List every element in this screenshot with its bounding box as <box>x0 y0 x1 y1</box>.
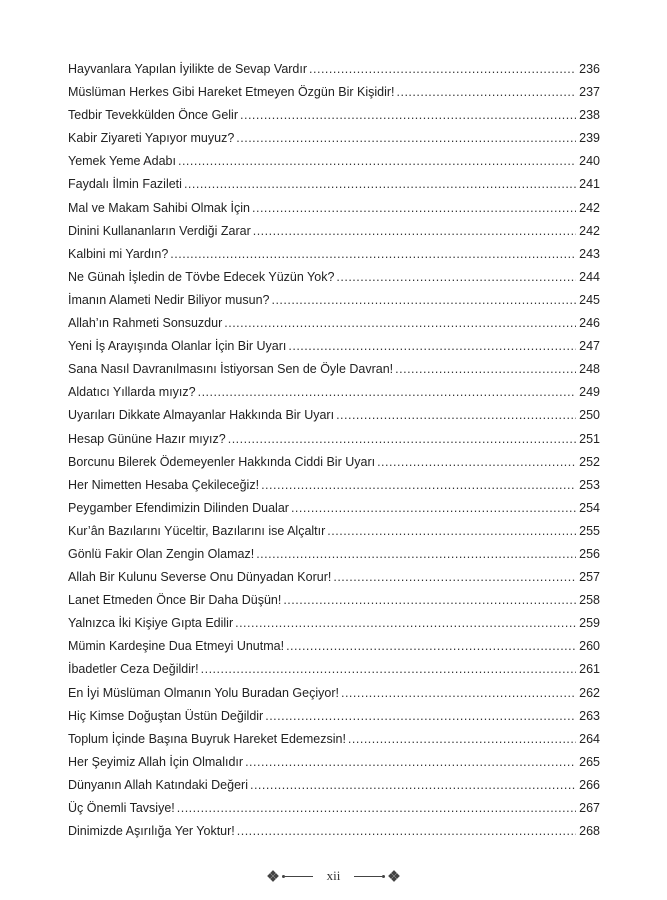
toc-entry <box>68 451 600 474</box>
toc-entry <box>68 58 600 81</box>
toc-entry-title: Kabir Ziyareti Yapıyor muyuz? <box>68 131 235 146</box>
toc-entry-page: 247 <box>579 339 600 354</box>
dot-leader <box>237 820 576 843</box>
toc-entry-page: 239 <box>579 131 600 146</box>
dot-leader <box>271 289 576 312</box>
toc-entry <box>68 81 600 104</box>
toc-entry-page: 240 <box>579 154 600 169</box>
toc-entry-title: Dinimizde Aşırılığa Yer Yoktur! <box>68 824 235 839</box>
toc-entry-title: Allah’ın Rahmeti Sonsuzdur <box>68 316 223 331</box>
toc-entry-page: 252 <box>579 454 600 469</box>
toc-entry-title: Mümin Kardeşine Dua Etmeyi Unutma! <box>68 639 285 654</box>
toc-entry-title: Lanet Etmeden Önce Bir Daha Düşün! <box>68 593 282 608</box>
toc-entry-title: Uyarıları Dikkate Almayanlar Hakkında Bir Uyarı <box>68 408 335 423</box>
toc-entry-page: 256 <box>579 546 600 561</box>
toc-entry-title: Sana Nasıl Davranılmasını İstiyorsan Sen de Öyle Davran! <box>68 362 394 377</box>
toc-entry <box>68 173 600 196</box>
toc-entry <box>68 335 600 358</box>
toc-entry-page: 262 <box>579 685 600 700</box>
toc-entry-page: 267 <box>579 801 600 815</box>
toc-entry-title: Mal ve Makam Sahibi Olmak İçin <box>68 200 251 215</box>
dot-leader <box>170 243 576 266</box>
toc-entry-page: 236 <box>579 62 600 76</box>
toc-entry <box>68 682 600 705</box>
dot-leader <box>256 543 576 566</box>
toc-entry-title: Yeni İş Arayışında Olanlar İçin Bir Uyarı <box>68 339 287 354</box>
dot-leader <box>377 451 576 474</box>
dot-leader <box>250 774 576 797</box>
toc-entry-page: 243 <box>579 246 600 261</box>
table-of-contents <box>68 58 600 843</box>
toc-entry-title: Toplum İçinde Başına Buyruk Hareket Edemezsin! <box>68 731 346 746</box>
toc-entry <box>68 243 600 266</box>
toc-entry-page: 257 <box>579 570 600 585</box>
dot-leader <box>201 658 576 681</box>
dot-leader <box>177 797 576 820</box>
toc-entry-title: Müslüman Herkes Gibi Hareket Etmeyen Özgün Bir Kişidir! <box>68 85 395 100</box>
toc-entry-title: Her Nimetten Hesaba Çekileceğiz! <box>68 477 260 492</box>
toc-entry <box>68 566 600 589</box>
dot-leader <box>228 428 576 451</box>
toc-entry-page: 264 <box>579 731 600 746</box>
toc-entry <box>68 658 600 681</box>
toc-entry-page: 249 <box>579 385 600 400</box>
toc-entry-page: 266 <box>579 777 600 792</box>
toc-entry-page: 250 <box>579 408 600 423</box>
toc-entry <box>68 428 600 451</box>
dot-leader <box>261 474 576 497</box>
dot-leader <box>288 335 576 358</box>
dot-leader <box>283 589 576 612</box>
dot-leader <box>252 197 576 220</box>
toc-entry-page: 265 <box>579 754 600 769</box>
dot-leader <box>291 497 576 520</box>
toc-entry-title: Aldatıcı Yıllarda mıyız? <box>68 385 196 400</box>
toc-entry-page: 251 <box>579 431 600 446</box>
toc-entry <box>68 705 600 728</box>
toc-entry <box>68 497 600 520</box>
toc-entry <box>68 358 600 381</box>
toc-entry-title: En İyi Müslüman Olmanın Yolu Buradan Geçiyor! <box>68 685 339 700</box>
toc-entry <box>68 612 600 635</box>
dot-leader <box>348 728 576 751</box>
right-ornament-icon <box>354 871 399 881</box>
toc-entry-title: Üç Önemli Tavsiye! <box>68 801 175 815</box>
toc-entry <box>68 381 600 404</box>
toc-entry <box>68 104 600 127</box>
toc-entry-title: Dünyanın Allah Katındaki Değeri <box>68 777 248 792</box>
toc-entry-page: 263 <box>579 708 600 723</box>
toc-entry-page: 253 <box>579 477 600 492</box>
dot-leader <box>395 358 576 381</box>
toc-entry-page: 237 <box>579 85 600 100</box>
toc-entry-title: Borcunu Bilerek Ödemeyenler Hakkında Ciddi Bir Uyarı <box>68 454 376 469</box>
toc-entry-page: 242 <box>579 200 600 215</box>
toc-entry-page: 259 <box>579 616 600 631</box>
toc-entry <box>68 127 600 150</box>
dot-leader <box>198 381 576 404</box>
dot-leader <box>336 266 576 289</box>
toc-entry-title: Gönlü Fakir Olan Zengin Olamaz! <box>68 546 255 561</box>
page-number: xii <box>326 868 341 883</box>
toc-entry <box>68 404 600 427</box>
toc-entry-title: Hesap Gününe Hazır mıyız? <box>68 431 226 446</box>
dot-leader <box>265 705 576 728</box>
toc-entry-page: 242 <box>579 223 600 238</box>
toc-entry-title: İmanın Alameti Nedir Biliyor musun? <box>68 292 270 307</box>
toc-entry-title: Ne Günah İşledin de Tövbe Edecek Yüzün Yok? <box>68 269 335 284</box>
toc-entry-title: Kalbini mi Yardın? <box>68 246 169 261</box>
toc-entry-title: Faydalı İlmin Fazileti <box>68 177 182 192</box>
toc-entry <box>68 520 600 543</box>
dot-leader <box>336 404 576 427</box>
toc-entry <box>68 150 600 173</box>
toc-entry-title: Hiç Kimse Doğuştan Üstün Değildir <box>68 708 264 723</box>
toc-entry-page: 248 <box>579 362 600 377</box>
toc-entry-title: Peygamber Efendimizin Dilinden Dualar <box>68 500 289 515</box>
toc-entry-title: Yemek Yeme Adabı <box>68 154 176 169</box>
toc-entry <box>68 589 600 612</box>
toc-entry <box>68 728 600 751</box>
dot-leader <box>309 58 576 81</box>
toc-entry <box>68 312 600 335</box>
toc-entry-title: Tedbir Tevekkülden Önce Gelir <box>68 108 238 123</box>
dot-leader <box>253 220 576 243</box>
toc-entry-page: 238 <box>579 108 600 123</box>
dot-leader <box>184 173 576 196</box>
toc-entry <box>68 289 600 312</box>
toc-entry-page: 261 <box>579 662 600 677</box>
toc-entry-title: Hayvanlara Yapılan İyilikte de Sevap Vardır <box>68 62 308 76</box>
dot-leader <box>235 612 576 635</box>
dot-leader <box>224 312 576 335</box>
toc-entry-title: İbadetler Ceza Değildir! <box>68 662 199 677</box>
toc-entry <box>68 197 600 220</box>
page-footer <box>0 868 667 884</box>
toc-entry <box>68 774 600 797</box>
toc-entry <box>68 635 600 658</box>
toc-entry-title: Yalnızca İki Kişiye Gıpta Edilir <box>68 616 234 631</box>
dot-leader <box>333 566 576 589</box>
dot-leader <box>341 682 576 705</box>
toc-entry-page: 244 <box>579 269 600 284</box>
toc-entry-page: 260 <box>579 639 600 654</box>
toc-entry-page: 245 <box>579 292 600 307</box>
toc-entry-page: 258 <box>579 593 600 608</box>
dot-leader <box>286 635 576 658</box>
dot-leader <box>236 127 576 150</box>
toc-entry-page: 268 <box>579 824 600 839</box>
dot-leader <box>245 751 576 774</box>
toc-entry-title: Kur’ân Bazılarını Yüceltir, Bazılarını ise Alçaltır <box>68 523 326 538</box>
toc-entry-title: Allah Bir Kulunu Severse Onu Dünyadan Korur! <box>68 570 332 585</box>
dot-leader <box>240 104 576 127</box>
dot-leader <box>178 150 576 173</box>
toc-entry <box>68 474 600 497</box>
toc-entry-page: 246 <box>579 316 600 331</box>
toc-entry-page: 254 <box>579 500 600 515</box>
left-ornament-icon <box>268 871 313 881</box>
toc-entry-title: Her Şeyimiz Allah İçin Olmalıdır <box>68 754 244 769</box>
toc-entry-page: 241 <box>579 177 600 192</box>
toc-entry <box>68 751 600 774</box>
toc-entry <box>68 266 600 289</box>
toc-entry <box>68 820 600 843</box>
toc-entry <box>68 543 600 566</box>
toc-entry <box>68 220 600 243</box>
toc-entry-title: Dinini Kullananların Verdiği Zarar <box>68 223 251 238</box>
dot-leader <box>397 81 576 104</box>
toc-entry <box>68 797 600 820</box>
toc-entry-page: 255 <box>579 523 600 538</box>
dot-leader <box>327 520 576 543</box>
